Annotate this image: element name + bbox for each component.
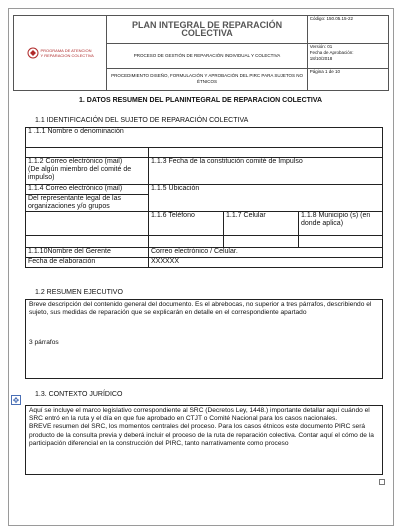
municipality-cell[interactable] — [299, 212, 383, 236]
cell-phone-label: 1.1.7 Celular — [226, 212, 266, 219]
name-label: 1 .1.1 Nombre o denominación — [28, 128, 124, 135]
elaboration-value: XXXXXX — [151, 258, 180, 265]
legal-context-text-2: BREVE resumen del SRC, los momentos centrales del proceso. Para los casos étnicos este documento PIRC será producto de la consulta previa y deberá incluir el proceso de la ruta de reparación colectiva. Contar aquí el cómo de la participación diferencial en la construcción del PIRC, tanto narrativamente como proceso — [29, 423, 374, 447]
document-version: Versión: 01 — [309, 43, 333, 49]
manager-label: 1.1.10Nombre del Gerente — [28, 248, 111, 255]
phone-blank-cell — [26, 212, 149, 236]
legal-rep-cell[interactable] — [26, 195, 149, 212]
document-title: PLAN INTEGRAL DE REPARACIÓN COLECTIVA — [107, 16, 307, 44]
section-1-1-title: 1.1 IDENTIFICACIÓN DEL SUJETO DE REPARACIÓN COLECTIVA — [35, 117, 249, 124]
email-blank-cell[interactable] — [26, 148, 149, 158]
section-1-2-title: 1.2 RESUMEN EJECUTIVO — [35, 289, 123, 296]
document-code: Código: 150.05.15-22 — [307, 16, 388, 44]
document-date-label: Fecha de Aprobación: — [309, 49, 354, 55]
manager-email-cell[interactable] — [149, 248, 383, 258]
location-cell[interactable] — [149, 185, 383, 212]
row-blank-3 — [224, 236, 299, 248]
elaboration-value-cell[interactable] — [149, 258, 383, 268]
document-date: 18/10/2018 — [309, 55, 333, 61]
municipality-label: 1.1.8 Municipio (s) (en donde aplica) — [301, 212, 371, 227]
elaboration-cell[interactable] — [26, 258, 149, 268]
executive-summary-paragraphs: 3 párrafos — [29, 339, 59, 347]
document-page-number: Página 1 de 10 — [307, 68, 388, 91]
date-constitution-label: 1.1.3 Fecha de la constitución comité de Impulso — [151, 158, 303, 165]
legal-context-text-1: Aquí se incluye el marco legislativo correspondiente al SRC (Decretos Ley, 1448.) importante detallar aquí cuándo el SRC entró en la ruta y el día en que fue aprobado en CTJT o Comité Nacional para los casos nacionales. — [29, 407, 370, 423]
document-header — [13, 15, 389, 91]
date-constitution-cell[interactable] — [149, 158, 383, 185]
logo-line-1: PROGRAMA DE ATENCION — [40, 48, 92, 53]
logo-line-2: Y REPARACION COLECTIVA — [40, 53, 94, 58]
manager-cell[interactable] — [26, 248, 149, 258]
row-blank-4 — [299, 236, 383, 248]
table-move-handle-icon[interactable]: ✥ — [12, 396, 20, 405]
logo-mark-icon — [27, 47, 39, 59]
section-1-3-title: 1.3. CONTEXTO JURÍDICO — [35, 391, 123, 398]
identification-table — [25, 127, 383, 268]
document-process: PROCESO DE GESTIÓN DE REPARACIÓN INDIVIDUAL Y COLECTIVA — [107, 43, 307, 68]
phone-cell[interactable] — [149, 212, 224, 236]
email2-label: 1.1.4 Correo electrónico (mail) — [28, 185, 123, 192]
table-resize-handle-icon[interactable] — [379, 479, 385, 485]
elaboration-label: Fecha de elaboración — [28, 258, 96, 265]
legal-context-box[interactable] — [25, 405, 383, 475]
document-procedure: PROCEDIMIENTO DISEÑO, FORMULACIÓN Y APROBACIÓN DEL PIRC PARA SUJETOS NO ÉTNICOS — [107, 68, 307, 91]
phone-label: 1.1.6 Teléfono — [151, 212, 195, 219]
row-blank-2 — [149, 236, 224, 248]
email-sub: (De algún miembro del comité de impulso) — [28, 166, 132, 181]
logo-cell — [14, 16, 107, 91]
executive-summary-text: Breve descripción del contenido general del documento. Es el abrebocas, no superior a tres párrafos, describiendo el sujeto, sus medidas de reparación que se explicarán en detalle en el correspondiente apartado — [29, 301, 372, 317]
location-label: 1.1.5 Ubicación — [151, 185, 200, 192]
cell-phone-cell[interactable] — [224, 212, 299, 236]
manager-email-label: Correo electrónico / Celular. — [151, 248, 238, 255]
email2-cell[interactable] — [26, 185, 149, 195]
document-page — [8, 8, 394, 526]
row-blank-1 — [26, 236, 149, 248]
executive-summary-box[interactable] — [25, 299, 383, 379]
email-label: 1.1.2 Correo electrónico (mail) — [28, 158, 123, 165]
name-cell[interactable] — [26, 128, 383, 148]
logo — [16, 47, 104, 59]
document-version-cell — [307, 43, 388, 68]
date-blank-cell[interactable] — [149, 148, 383, 158]
section-1-title: 1. DATOS RESUMEN DEL PLANINTEGRAL DE REPARACION COLECTIVA — [79, 97, 323, 104]
email-cell[interactable] — [26, 158, 149, 185]
legal-rep-label: Del representante legal de las organizaciones y/o grupos — [28, 195, 122, 210]
